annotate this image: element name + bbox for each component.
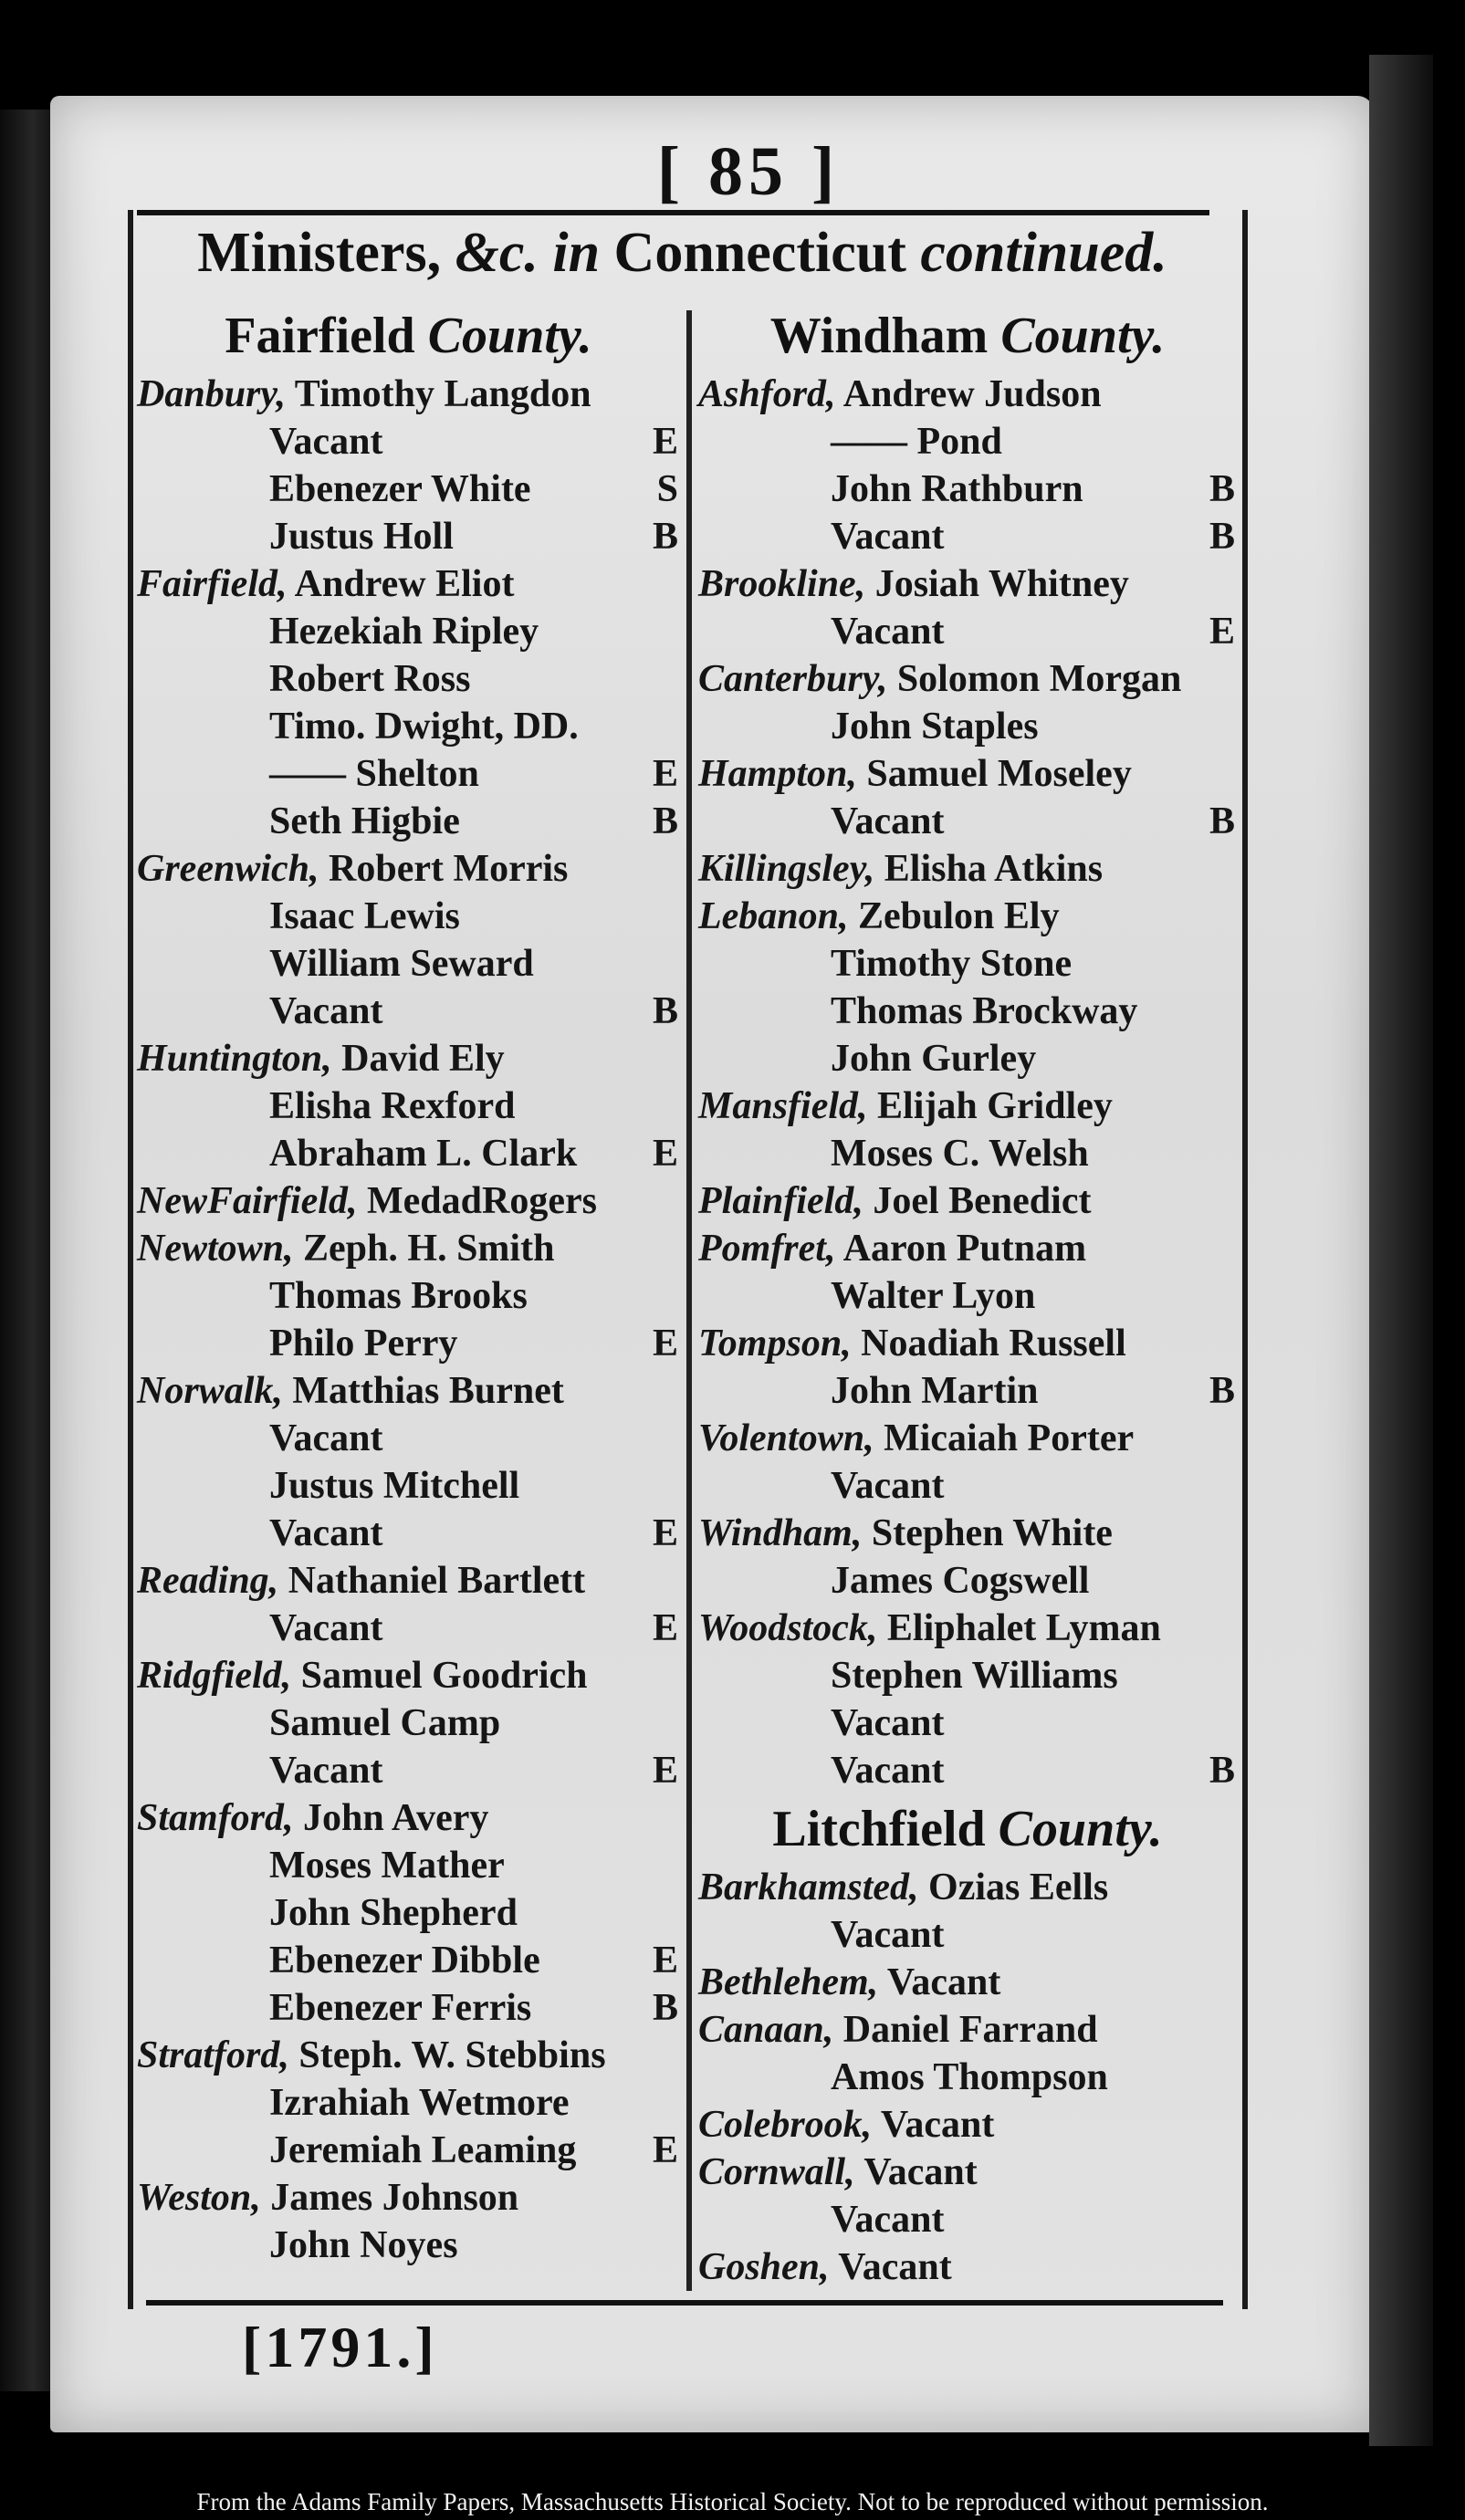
town-name: Plainfield, (698, 1180, 863, 1222)
list-item (137, 1842, 680, 1889)
minister-name: Ozias Eells (918, 1866, 1109, 1908)
list-item (698, 2149, 1237, 2196)
minister-name: Thomas Brooks (269, 1275, 528, 1317)
denomination-mark: E (652, 2129, 678, 2171)
minister-name: Izrahiah Wetmore (269, 2082, 570, 2124)
minister-name: Vacant (854, 2151, 978, 2193)
denomination-mark: B (652, 1987, 678, 2029)
denomination-mark: B (652, 516, 678, 558)
list-item (137, 940, 680, 988)
minister-name: Ebenezer White (269, 468, 531, 510)
header-middle: Connecticut (600, 222, 921, 284)
footer-credit: From the Adams Family Papers, Massachusetts Historical Society. Not to be reproduced without permission. (196, 2488, 1269, 2515)
minister-name: Micaiah Porter (874, 1417, 1135, 1459)
list-item (698, 465, 1237, 513)
list-item (698, 1699, 1237, 1747)
list-item (698, 2054, 1237, 2101)
list-item (137, 1130, 680, 1177)
minister-name: James Cogswell (831, 1560, 1090, 1602)
header-italic-1: &c. in (455, 222, 601, 284)
minister-name: Vacant (269, 1512, 383, 1554)
list-item (698, 750, 1237, 798)
list-item (137, 608, 680, 655)
list-item (137, 1272, 680, 1320)
list-item (137, 1035, 680, 1082)
list-item (698, 1652, 1237, 1699)
denomination-mark: B (1209, 1750, 1235, 1792)
page-header (146, 212, 1219, 294)
minister-name: Solomon Morgan (887, 658, 1182, 700)
town-name: Weston, (137, 2177, 261, 2219)
minister-name: Aaron Putnam (835, 1228, 1087, 1270)
denomination-mark: E (1209, 611, 1235, 653)
minister-name: —— Pond (831, 421, 1002, 463)
list-item (137, 418, 680, 465)
minister-name: Robert Ross (269, 658, 471, 700)
list-item (698, 845, 1237, 893)
minister-name: Vacant (831, 611, 945, 653)
minister-name: Vacant (831, 800, 945, 842)
county-name: Windham (769, 308, 1001, 364)
minister-name: Vacant (831, 516, 945, 558)
minister-name: John Gurley (831, 1038, 1037, 1080)
minister-name: David Ely (331, 1038, 505, 1080)
denomination-mark: E (652, 1607, 678, 1649)
minister-name: Ebenezer Ferris (269, 1987, 532, 2029)
minister-name: Elijah Gridley (867, 1085, 1113, 1127)
year-signature: [1791.] (242, 2315, 438, 2379)
town-name: Mansfield, (698, 1085, 868, 1127)
town-name: Volentown, (698, 1417, 874, 1459)
list-item (698, 371, 1237, 418)
list-item (698, 1911, 1237, 1959)
list-item (137, 1937, 680, 1984)
denomination-mark: E (652, 1133, 678, 1175)
list-item (137, 703, 680, 750)
list-item (698, 2006, 1237, 2054)
town-name: Cornwall, (698, 2151, 855, 2193)
minister-name: Joel Benedict (863, 1180, 1092, 1222)
town-name: Brookline, (698, 563, 866, 605)
minister-name: Hezekiah Ripley (269, 611, 539, 653)
minister-name: Ebenezer Dibble (269, 1940, 540, 1981)
denomination-mark: B (1209, 516, 1235, 558)
list-item (137, 1225, 680, 1272)
list-item (698, 560, 1237, 608)
page-edge (1369, 55, 1433, 2446)
list-item (137, 2222, 680, 2269)
list-item (698, 1747, 1237, 1794)
list-item (698, 1510, 1237, 1557)
town-name: Ridgfield, (137, 1655, 292, 1697)
county-word: County. (427, 308, 592, 364)
minister-name: Vacant (831, 1465, 945, 1507)
town-name: Newtown, (137, 1228, 294, 1270)
town-name: Canaan, (698, 2009, 834, 2051)
list-item (137, 1510, 680, 1557)
list-item (698, 2243, 1237, 2291)
minister-name: Moses C. Welsh (831, 1133, 1089, 1175)
minister-name: Eliphalet Lyman (877, 1607, 1161, 1649)
town-name: Norwalk, (137, 1370, 283, 1412)
minister-name: Stephen White (862, 1512, 1113, 1554)
denomination-mark: E (652, 1323, 678, 1365)
list-item (137, 465, 680, 513)
header-prefix: Ministers, (197, 222, 455, 284)
minister-name: Nathaniel Bartlett (278, 1560, 586, 1602)
list-item (137, 1699, 680, 1747)
list-item (137, 2174, 680, 2222)
list-item (137, 1177, 680, 1225)
windham-entries (698, 371, 1237, 1794)
town-name: Ashford, (698, 373, 836, 415)
minister-name: Amos Thompson (831, 2056, 1108, 2098)
list-item (698, 940, 1237, 988)
denomination-mark: S (656, 468, 678, 510)
list-item (698, 2101, 1237, 2149)
list-item (137, 1794, 680, 1842)
denomination-mark: E (652, 1750, 678, 1792)
header-italic-2: continued. (920, 222, 1167, 284)
page-number: [ 85 ] (656, 133, 841, 210)
list-item (698, 1320, 1237, 1367)
minister-name: Andrew Judson (835, 373, 1102, 415)
list-item (137, 2127, 680, 2174)
minister-name: Vacant (831, 1702, 945, 1744)
minister-name: Vacant (269, 1750, 383, 1792)
minister-name: Elisha Atkins (874, 848, 1104, 890)
denomination-mark: E (652, 1940, 678, 1981)
minister-name: Zebulon Ely (848, 895, 1060, 937)
list-item (137, 1889, 680, 1937)
minister-name: Zeph. H. Smith (293, 1228, 555, 1270)
minister-name: John Rathburn (831, 468, 1083, 510)
town-name: Canterbury, (698, 658, 888, 700)
list-item (137, 1367, 680, 1415)
minister-name: Moses Mather (269, 1845, 505, 1887)
list-item (698, 703, 1237, 750)
minister-name: Walter Lyon (831, 1275, 1036, 1317)
list-item (698, 1225, 1237, 1272)
minister-name: Jeremiah Leaming (269, 2129, 577, 2171)
list-item (137, 1605, 680, 1652)
list-item (137, 798, 680, 845)
town-name: Lebanon, (698, 895, 849, 937)
minister-name: Thomas Brockway (831, 990, 1138, 1032)
county-name: Litchfield (772, 1801, 999, 1857)
town-name: Tompson, (698, 1323, 852, 1365)
town-name: Pomfret, (698, 1228, 836, 1270)
county-title-windham (698, 301, 1237, 371)
minister-name: Vacant (831, 2199, 945, 2241)
minister-name: Justus Holl (269, 516, 454, 558)
minister-name: Andrew Eliot (287, 563, 515, 605)
town-name: Bethlehem, (698, 1961, 879, 2003)
book-spine (0, 110, 55, 2391)
list-item (137, 750, 680, 798)
column-divider (686, 310, 692, 2291)
list-item (137, 988, 680, 1035)
list-item (137, 1652, 680, 1699)
minister-name: Noadiah Russell (851, 1323, 1126, 1365)
town-name: Killingsley, (698, 848, 875, 890)
denomination-mark: B (652, 800, 678, 842)
county-word: County. (998, 1801, 1163, 1857)
minister-name: Stephen Williams (831, 1655, 1118, 1697)
list-item (698, 1177, 1237, 1225)
list-item (698, 1082, 1237, 1130)
town-name: Colebrook, (698, 2104, 873, 2146)
list-item (137, 1747, 680, 1794)
town-name: Fairfield, (137, 563, 288, 605)
minister-name: Robert Morris (319, 848, 569, 890)
fairfield-entries (137, 371, 680, 2269)
minister-name: Seth Higbie (269, 800, 460, 842)
list-item (137, 1984, 680, 2032)
county-name: Fairfield (225, 308, 428, 364)
list-item (698, 1557, 1237, 1605)
litchfield-entries (698, 1864, 1237, 2291)
list-item (698, 1415, 1237, 1462)
minister-name: Samuel Moseley (856, 753, 1132, 795)
minister-name: Timo. Dwight, DD. (269, 706, 579, 748)
town-name: Stamford, (137, 1797, 294, 1839)
denomination-mark: E (652, 753, 678, 795)
town-name: Hampton, (698, 753, 857, 795)
list-item (137, 513, 680, 560)
town-name: Greenwich, (137, 848, 319, 890)
minister-name: Vacant (831, 1914, 945, 1956)
list-item (137, 371, 680, 418)
minister-name: Samuel Camp (269, 1702, 501, 1744)
list-item (137, 1082, 680, 1130)
list-item (698, 418, 1237, 465)
county-word: County. (1000, 308, 1166, 364)
minister-name: Vacant (831, 1750, 945, 1792)
list-item (698, 798, 1237, 845)
minister-name: Josiah Whitney (865, 563, 1129, 605)
minister-name: Vacant (269, 421, 383, 463)
county-title-litchfield (698, 1794, 1237, 1864)
minister-name: —— Shelton (269, 753, 479, 795)
minister-name: Daniel Farrand (833, 2009, 1098, 2051)
town-name: Barkhamsted, (698, 1866, 919, 1908)
list-item (698, 2196, 1237, 2243)
minister-name: Vacant (878, 1961, 1001, 2003)
minister-name: Philo Perry (269, 1323, 458, 1365)
right-column (698, 301, 1237, 2291)
list-item (698, 1462, 1237, 1510)
minister-name: William Seward (269, 943, 534, 985)
denomination-mark: B (1209, 800, 1235, 842)
list-item (137, 1557, 680, 1605)
list-item (137, 2079, 680, 2127)
minister-name: Isaac Lewis (269, 895, 460, 937)
denomination-mark: E (652, 421, 678, 463)
denomination-mark: B (1209, 1370, 1235, 1412)
list-item (137, 1462, 680, 1510)
minister-name: John Avery (293, 1797, 489, 1839)
minister-name: Timothy Stone (831, 943, 1073, 985)
list-item (137, 845, 680, 893)
minister-name: John Martin (831, 1370, 1039, 1412)
minister-name: John Noyes (269, 2224, 458, 2266)
denomination-mark: E (652, 1512, 678, 1554)
minister-name: Vacant (269, 1417, 383, 1459)
town-name: Windham, (698, 1512, 863, 1554)
list-item (698, 1864, 1237, 1911)
list-item (698, 1130, 1237, 1177)
minister-name: Matthias Burnet (282, 1370, 564, 1412)
minister-name: Vacant (872, 2104, 995, 2146)
minister-name: Justus Mitchell (269, 1465, 520, 1507)
minister-name: Timothy Langdon (285, 373, 591, 415)
town-name: Stratford, (137, 2034, 289, 2076)
town-name: Danbury, (137, 373, 286, 415)
list-item (137, 1320, 680, 1367)
list-item (698, 1035, 1237, 1082)
list-item (137, 560, 680, 608)
minister-name: Vacant (829, 2246, 952, 2288)
minister-name: Abraham L. Clark (269, 1133, 578, 1175)
minister-name: John Staples (831, 706, 1039, 748)
town-name: Goshen, (698, 2246, 830, 2288)
town-name: NewFairfield, (137, 1180, 358, 1222)
list-item (698, 655, 1237, 703)
minister-name: MedadRogers (357, 1180, 597, 1222)
list-item (698, 893, 1237, 940)
list-item (137, 2032, 680, 2079)
denomination-mark: B (652, 990, 678, 1032)
list-item (137, 893, 680, 940)
town-name: Reading, (137, 1560, 279, 1602)
list-item (698, 1367, 1237, 1415)
list-item (698, 1959, 1237, 2006)
minister-name: Steph. W. Stebbins (288, 2034, 606, 2076)
minister-name: Elisha Rexford (269, 1085, 516, 1127)
minister-name: Vacant (269, 1607, 383, 1649)
minister-name: Samuel Goodrich (291, 1655, 588, 1697)
bottom-rule (146, 2300, 1223, 2306)
list-item (698, 608, 1237, 655)
town-name: Huntington, (137, 1038, 332, 1080)
list-item (137, 1415, 680, 1462)
denomination-mark: B (1209, 468, 1235, 510)
left-column (137, 301, 680, 2269)
list-item (698, 1605, 1237, 1652)
minister-name: John Shepherd (269, 1892, 518, 1934)
list-item (698, 1272, 1237, 1320)
list-item (137, 655, 680, 703)
minister-name: James Johnson (260, 2177, 519, 2219)
list-item (698, 988, 1237, 1035)
county-title-fairfield (137, 301, 680, 371)
list-item (698, 513, 1237, 560)
minister-name: Vacant (269, 990, 383, 1032)
town-name: Woodstock, (698, 1607, 878, 1649)
